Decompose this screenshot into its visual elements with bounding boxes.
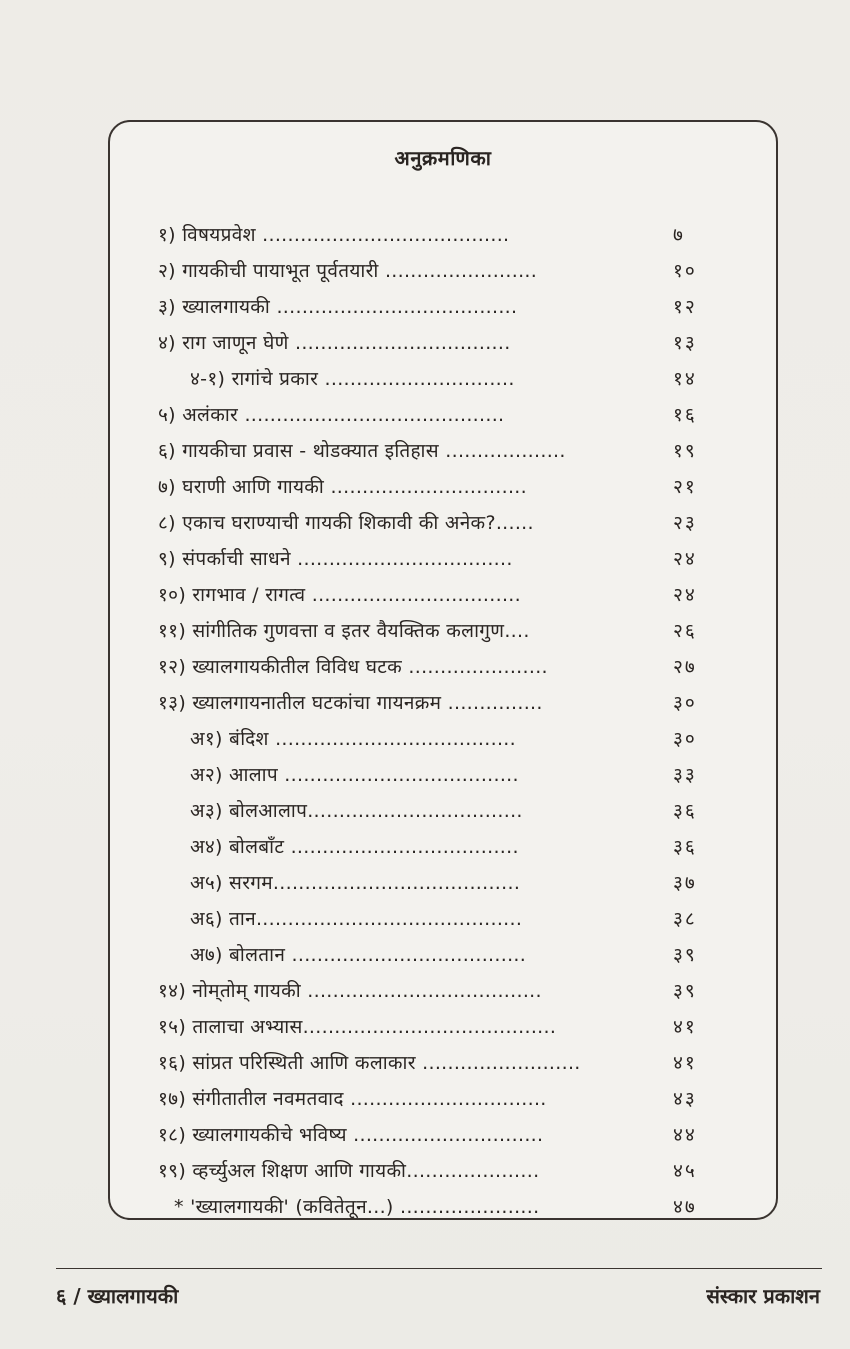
toc-entry-page: २६ [673, 620, 697, 642]
toc-entry-title: अ२) आलाप ..................................... [190, 764, 519, 786]
toc-entry-page: ३९ [673, 980, 697, 1002]
toc-entry-page: २४ [673, 584, 697, 606]
toc-entry-title: ६) गायकीचा प्रवास - थोडक्यात इतिहास ................... [158, 440, 566, 462]
toc-entry-title: ७) घराणी आणि गायकी ............................... [158, 476, 527, 498]
toc-entry-title: ४-१) रागांचे प्रकार .............................. [190, 368, 515, 390]
toc-entry-page: २४ [673, 548, 697, 570]
toc-entry-title: ४) राग जाणून घेणे .................................. [158, 332, 511, 354]
toc-entry-title: अ६) तान.......................................... [190, 908, 523, 930]
table-of-contents-box [108, 120, 778, 1220]
toc-entry-page: ७ [673, 224, 685, 246]
toc-entry-page: ४७ [673, 1196, 697, 1218]
toc-entry-page: ४३ [673, 1088, 697, 1110]
toc-entry-page: ३६ [673, 800, 697, 822]
toc-entry-page: ४१ [673, 1052, 697, 1074]
toc-entry-title: ११) सांगीतिक गुणवत्ता व इतर वैयक्तिक कलागुण.... [158, 620, 530, 642]
toc-entry-page: ३० [673, 692, 697, 714]
toc-entry-title: १९) व्हर्च्युअल शिक्षण आणि गायकी..................... [158, 1160, 540, 1182]
toc-entry-title: ८) एकाच घराण्याची गायकी शिकावी की अनेक?...... [158, 512, 534, 534]
toc-entry-title: अ५) सरगम....................................... [190, 872, 521, 894]
toc-entry-title: १३) ख्यालगायनातील घटकांचा गायनक्रम ............... [158, 692, 543, 714]
toc-entry-title: १०) रागभाव / रागत्व ................................. [158, 584, 521, 606]
toc-entry-title: १५) तालाचा अभ्यास........................................ [158, 1016, 557, 1038]
toc-entry-title: ५) अलंकार ......................................... [158, 404, 505, 426]
toc-entry-page: २७ [673, 656, 697, 678]
toc-entry-page: ३६ [673, 836, 697, 858]
toc-entry-page: ३८ [673, 908, 697, 930]
footer-publisher: संस्कार प्रकाशन [706, 1284, 820, 1308]
toc-entry-title: अ७) बोलतान ..................................... [190, 944, 527, 966]
toc-entry-title: १४) नोम्‌तोम्‌ गायकी ..................................... [158, 980, 542, 1002]
toc-entry-title: १२) ख्यालगायकीतील विविध घटक ...................... [158, 656, 548, 678]
toc-entry-page: ४१ [673, 1016, 697, 1038]
toc-entry-page: २३ [673, 512, 697, 534]
toc-entry-title: अ३) बोलआलाप.................................. [190, 800, 523, 822]
toc-entry-title: १८) ख्यालगायकीचे भविष्य .............................. [158, 1124, 544, 1146]
toc-entry-title: ९) संपर्काची साधने .................................. [158, 548, 513, 570]
toc-entry-page: ३३ [673, 764, 697, 786]
toc-entry-title: २) गायकीची पायाभूत पूर्वतयारी ........................ [158, 260, 538, 282]
footer-page-number-title: ६ / ख्यालगायकी [56, 1284, 179, 1308]
toc-entry-page: ४४ [673, 1124, 697, 1146]
toc-entry-title: १६) सांप्रत परिस्थिती आणि कलाकार ......................... [158, 1052, 581, 1074]
toc-entry-title: ३) ख्यालगायकी ...................................... [158, 296, 518, 318]
toc-entry-page: २१ [673, 476, 697, 498]
toc-entry-title: १) विषयप्रवेश ....................................... [158, 224, 510, 246]
toc-heading: अनुक्रमणिका [394, 146, 492, 170]
toc-entry-page: ३० [673, 728, 697, 750]
toc-entry-title: अ१) बंदिश ...................................... [190, 728, 516, 750]
toc-entry-title: अ४) बोलबाँट .................................... [190, 836, 519, 858]
toc-entry-page: १० [673, 260, 697, 282]
toc-entry-page: १२ [673, 296, 697, 318]
toc-entry-title: * 'ख्यालगायकी' (कवितेतून...) ...................... [174, 1196, 540, 1218]
toc-entry-page: ३७ [673, 872, 697, 894]
toc-entry-page: ३९ [673, 944, 697, 966]
toc-entry-page: १९ [673, 440, 697, 462]
toc-entry-page: १६ [673, 404, 697, 426]
toc-entry-page: ४५ [673, 1160, 697, 1182]
toc-entry-page: १४ [673, 368, 697, 390]
toc-entry-page: १३ [673, 332, 697, 354]
footer-divider [56, 1268, 822, 1269]
toc-entry-title: १७) संगीतातील नवमतवाद ............................... [158, 1088, 547, 1110]
